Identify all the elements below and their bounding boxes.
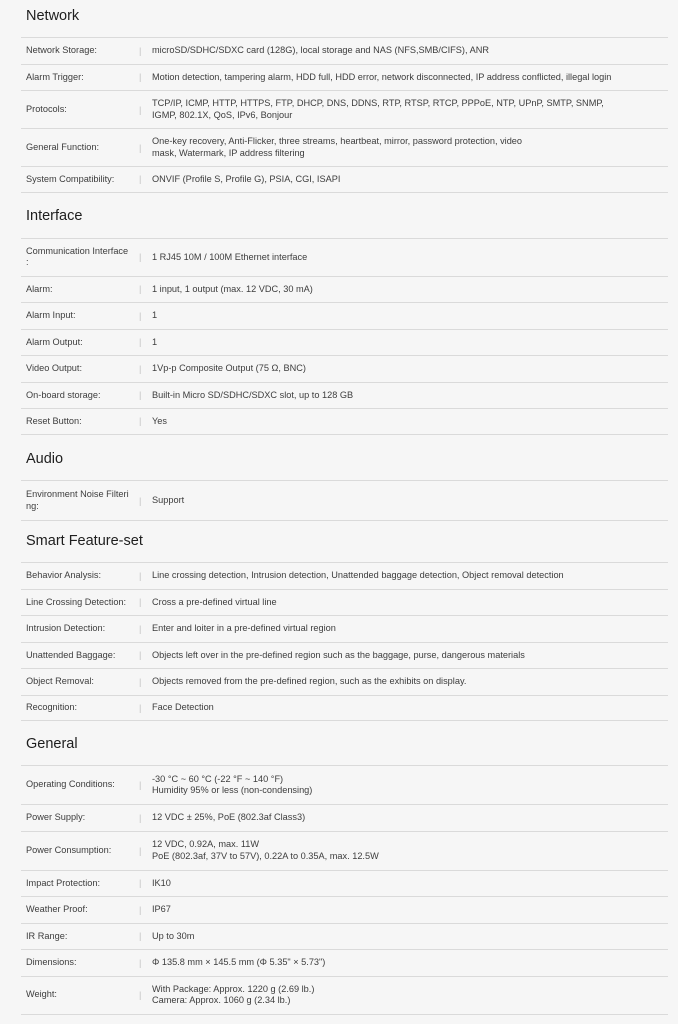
separator: |	[139, 990, 142, 1000]
spec-value: 1 RJ45 10M / 100M Ethernet interface	[152, 251, 308, 262]
separator: |	[139, 252, 142, 263]
spec-value: With Package: Approx. 1220 g (2.69 lb.) Camera: Approx. 1060 g (2.34 lb.)	[152, 983, 315, 1005]
spec-label: On-board storage:	[26, 389, 101, 400]
spec-value: 12 VDC ± 25%, PoE (802.3af Class3)	[152, 812, 306, 822]
separator: |	[139, 310, 142, 321]
spec-value: Line crossing detection, Intrusion detection, Unattended baggage detection, Object removal detection	[152, 570, 564, 580]
separator: |	[139, 957, 142, 968]
spec-row	[21, 408, 668, 435]
separator: |	[139, 570, 142, 581]
spec-value: 12 VDC, 0.92A, max. 11W PoE (802.3af, 37V to 57V), 0.22A to 0.35A, max. 12.5W	[152, 839, 379, 861]
spec-row	[21, 831, 668, 870]
spec-value: 1Vp-p Composite Output (75 Ω, BNC)	[152, 363, 306, 373]
spec-table-general	[21, 765, 668, 1015]
spec-label: Network Storage:	[26, 45, 97, 55]
spec-row	[21, 976, 668, 1015]
spec-row	[21, 923, 668, 950]
spec-row	[21, 804, 668, 831]
separator: |	[139, 702, 142, 713]
spec-row	[21, 329, 668, 356]
spec-label: Alarm Output:	[26, 336, 83, 347]
separator: |	[139, 390, 142, 401]
spec-label: IR Range:	[26, 930, 68, 941]
spec-label: System Compatibility:	[26, 173, 115, 184]
spec-label: Video Output:	[26, 363, 83, 373]
spec-row	[21, 90, 668, 128]
spec-value: Face Detection	[152, 702, 214, 712]
spec-label: Alarm:	[26, 283, 53, 294]
separator: |	[139, 650, 142, 661]
separator: |	[139, 676, 142, 687]
section-title-general: General	[26, 736, 78, 752]
spec-row	[21, 166, 668, 193]
separator: |	[139, 495, 142, 506]
spec-row	[21, 765, 668, 804]
spec-value: Built-in Micro SD/SDHC/SDXC slot, up to 128 GB	[152, 389, 354, 400]
spec-label: Power Consumption:	[26, 844, 112, 855]
spec-label: Environment Noise Filteri ng:	[26, 489, 129, 511]
separator: |	[139, 72, 142, 83]
spec-row	[21, 615, 668, 642]
separator: |	[139, 142, 142, 153]
spec-row	[21, 128, 668, 166]
separator: |	[139, 597, 142, 608]
spec-label: Operating Conditions:	[26, 779, 115, 790]
spec-row	[21, 589, 668, 616]
spec-value: Φ 135.8 mm × 145.5 mm (Φ 5.35" × 5.73")	[152, 957, 326, 967]
spec-value: 1	[152, 336, 158, 347]
section-title-smart-feature-set: Smart Feature-set	[26, 533, 143, 549]
separator: |	[139, 284, 142, 295]
spec-label: General Function:	[26, 141, 100, 152]
spec-label: Impact Protection:	[26, 877, 101, 888]
spec-row	[21, 896, 668, 923]
spec-value: 1	[152, 310, 158, 320]
spec-label: Alarm Input:	[26, 310, 76, 320]
separator: |	[139, 623, 142, 634]
separator: |	[139, 337, 142, 348]
spec-row	[21, 695, 668, 722]
section-title-interface: Interface	[26, 208, 83, 224]
separator: |	[139, 104, 142, 115]
spec-row	[21, 382, 668, 409]
spec-value: Support	[152, 494, 185, 505]
section-title-audio: Audio	[26, 451, 64, 467]
spec-table-audio	[21, 480, 668, 521]
spec-table-smart-feature-set	[21, 562, 668, 721]
spec-label: Protocols:	[26, 103, 67, 114]
spec-label: Communication Interface :	[26, 245, 129, 268]
spec-label: Dimensions:	[26, 957, 77, 967]
spec-value: IK10	[152, 877, 171, 888]
separator: |	[139, 904, 142, 915]
spec-row	[21, 37, 668, 64]
spec-label: Reset Button:	[26, 415, 82, 426]
spec-row	[21, 642, 668, 669]
spec-label: Recognition:	[26, 702, 78, 712]
spec-label: Behavior Analysis:	[26, 570, 102, 580]
spec-value: TCP/IP, ICMP, HTTP, HTTPS, FTP, DHCP, DNS, DDNS, RTP, RTSP, RTCP, PPPoE, NTP, UPnP, SMTP, SNMP, IGMP, 802.1X, QoS, IPv6, Bonjour	[152, 98, 604, 120]
spec-value: Up to 30m	[152, 930, 195, 941]
spec-label: Object Removal:	[26, 676, 94, 686]
spec-label: Unattended Baggage:	[26, 649, 116, 660]
spec-value: Objects removed from the pre-defined region, such as the exhibits on display.	[152, 676, 467, 686]
separator: |	[139, 845, 142, 856]
spec-row	[21, 562, 668, 589]
spec-value: One-key recovery, Anti-Flicker, three streams, heartbeat, mirror, password protection, video mask, Watermark, IP address filtering	[152, 136, 523, 158]
spec-label: Line Crossing Detection:	[26, 596, 127, 607]
spec-row	[21, 355, 668, 382]
spec-row	[21, 302, 668, 329]
spec-label: Weight:	[26, 989, 57, 1000]
spec-value: Enter and loiter in a pre-defined virtual region	[152, 623, 336, 633]
separator: |	[139, 780, 142, 790]
spec-table-network	[21, 37, 668, 193]
spec-row	[21, 668, 668, 695]
spec-row	[21, 64, 668, 91]
separator: |	[139, 45, 142, 56]
spec-label: Weather Proof:	[26, 904, 88, 914]
separator: |	[139, 174, 142, 185]
spec-value: Yes	[152, 415, 167, 426]
spec-row	[21, 238, 668, 276]
spec-value: -30 °C ~ 60 °C (-22 °F ~ 140 °F) Humidity 95% or less (non-condensing)	[152, 773, 313, 795]
section-title-network: Network	[26, 8, 80, 24]
spec-row	[21, 480, 668, 521]
separator: |	[139, 812, 142, 823]
spec-value: Cross a pre-defined virtual line	[152, 596, 277, 607]
separator: |	[139, 931, 142, 942]
spec-label: Alarm Trigger:	[26, 71, 84, 82]
spec-value: microSD/SDHC/SDXC card (128G), local storage and NAS (NFS,SMB/CIFS), ANR	[152, 45, 489, 55]
separator: |	[139, 416, 142, 427]
spec-row	[21, 870, 668, 897]
spec-value: IP67	[152, 904, 171, 914]
spec-value: Objects left over in the pre-defined region such as the baggage, purse, dangerous materials	[152, 649, 525, 660]
spec-value: ONVIF (Profile S, Profile G), PSIA, CGI, ISAPI	[152, 173, 341, 184]
spec-value: 1 input, 1 output (max. 12 VDC, 30 mA)	[152, 283, 313, 294]
spec-table-interface	[21, 238, 668, 435]
spec-value: Motion detection, tampering alarm, HDD full, HDD error, network disconnected, IP address conflicted, illegal login	[152, 71, 612, 82]
separator: |	[139, 878, 142, 889]
separator: |	[139, 363, 142, 374]
spec-row	[21, 949, 668, 976]
spec-label: Intrusion Detection:	[26, 623, 106, 633]
spec-label: Power Supply:	[26, 812, 86, 822]
spec-row	[21, 276, 668, 303]
